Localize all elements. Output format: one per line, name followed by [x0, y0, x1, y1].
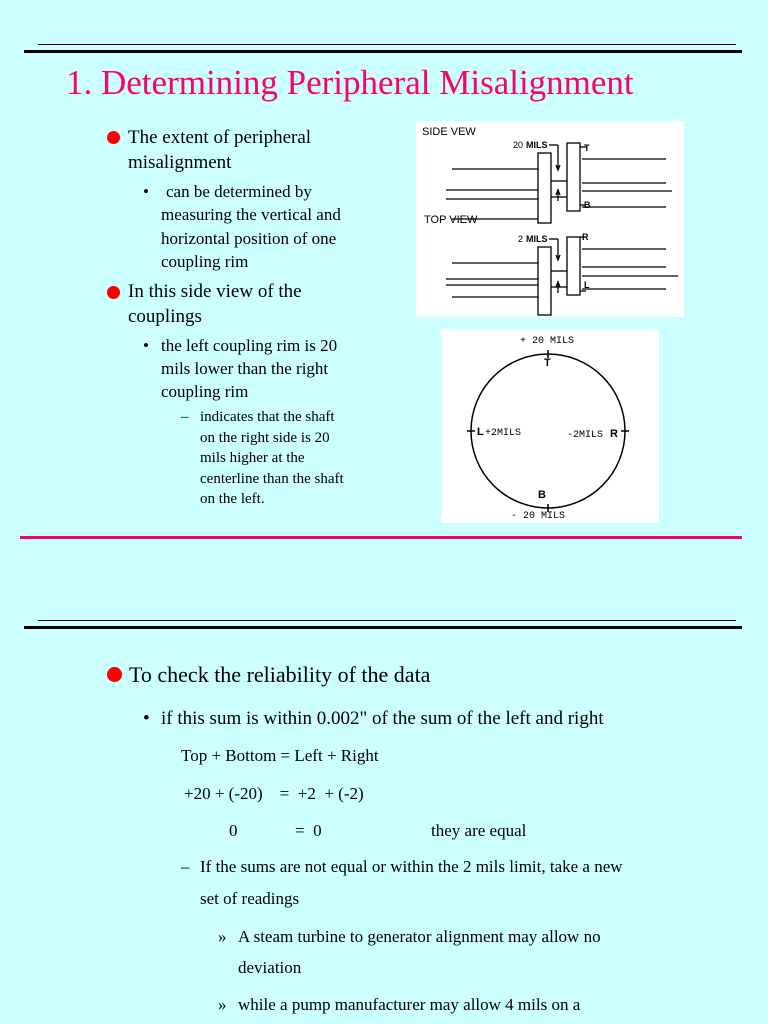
- raquo-2-line1: while a pump manufacturer may allow 4 mils on a: [238, 995, 581, 1014]
- dial-readings-figure: [441, 329, 659, 523]
- dial-top-letter: T: [544, 357, 551, 369]
- side-view-mils-number: 20: [513, 140, 524, 150]
- dial-bottom-value: - 20 MILS: [511, 511, 566, 522]
- dial-left-value: +2MILS: [485, 428, 522, 439]
- subsub-dash-marker: –: [181, 409, 189, 425]
- dial-left-letter: L: [477, 426, 484, 438]
- slide2-sub-text: if this sum is within 0.002" of the sum of the left and right: [161, 708, 604, 729]
- raquo-marker: »: [218, 995, 227, 1014]
- sub-bullet-2-line3: coupling rim: [161, 382, 249, 401]
- bullet-2-line1: In this side view of the: [128, 281, 302, 302]
- equation-row-3-note: they are equal: [431, 821, 527, 840]
- sub-bullet-1-line4: coupling rim: [161, 252, 249, 271]
- bullet-1-line1: The extent of peripheral: [128, 127, 312, 148]
- dash-line1: If the sums are not equal or within the 2 mils limit, take a new: [200, 857, 623, 876]
- subsub-line4: centerline than the shaft: [200, 471, 344, 487]
- raquo-1-line1: A steam turbine to generator alignment may allow no: [238, 927, 601, 946]
- equation-row-1: Top + Bottom = Left + Right: [181, 746, 379, 765]
- bullet-1-line2: misalignment: [128, 152, 232, 173]
- dial-right-letter: R: [610, 428, 618, 440]
- top-view-l: L: [584, 280, 590, 290]
- equation-row-3-left: 0: [229, 821, 238, 840]
- sub-bullet-2-line1: the left coupling rim is 20: [161, 336, 338, 355]
- bullet-dot: [107, 286, 120, 299]
- slide2-sub-marker: •: [143, 708, 150, 729]
- slide2-rule-thin: [38, 620, 736, 621]
- top-view-label: TOP VIEW: [424, 214, 478, 226]
- sub-bullet-2-line2: mils lower than the right: [161, 359, 329, 378]
- subsub-line2: on the right side is 20: [200, 430, 330, 446]
- slide2-bullet: To check the reliability of the data: [129, 662, 431, 687]
- top-view-r: R: [582, 232, 589, 242]
- raquo-1-line2: deviation: [238, 958, 302, 977]
- slide-divider-pink: [20, 536, 742, 539]
- bullet-dot: [107, 131, 120, 144]
- raquo-marker: »: [218, 927, 227, 946]
- side-view-b: B: [584, 200, 591, 210]
- top-rule-thick: [24, 50, 742, 53]
- sub-bullet-marker: •: [143, 182, 149, 201]
- coupling-views-figure: [416, 121, 684, 317]
- bullet-dot: [107, 667, 122, 682]
- equation-row-2: +20 + (-20) = +2 + (-2): [184, 784, 364, 803]
- dial-bottom-letter: B: [538, 489, 546, 501]
- dial-readings-drawing: [441, 329, 659, 523]
- slide-title: 1. Determining Peripheral Misalignment: [66, 63, 634, 102]
- dial-top-value: + 20 MILS: [520, 336, 575, 347]
- side-view-t: T: [584, 143, 590, 153]
- sub-bullet-1-line2: measuring the vertical and: [161, 205, 341, 224]
- top-view-mils-unit: MILS: [526, 234, 548, 244]
- slide2-rule-thick: [24, 626, 742, 629]
- top-rule-thin: [38, 44, 736, 45]
- side-view-mils-unit: MILS: [526, 140, 548, 150]
- side-view-label: SIDE VEW: [422, 126, 476, 138]
- equation-row-3-eq: = 0: [295, 821, 322, 840]
- dash-line2: set of readings: [200, 889, 300, 908]
- subsub-line1: indicates that the shaft: [200, 409, 335, 425]
- top-view-mils-number: 2: [518, 234, 524, 244]
- subsub-line3: mils higher at the: [200, 450, 305, 466]
- bullet-2-line2: couplings: [128, 306, 202, 327]
- sub-bullet-1-line1: can be determined by: [166, 182, 312, 201]
- dash-marker: –: [181, 857, 190, 876]
- subsub-line5: on the left.: [200, 491, 265, 507]
- sub-bullet-marker: •: [143, 336, 149, 355]
- dial-right-value: -2MILS: [567, 430, 604, 441]
- coupling-views-drawing: [416, 121, 684, 317]
- sub-bullet-1-line3: horizontal position of one: [161, 229, 337, 248]
